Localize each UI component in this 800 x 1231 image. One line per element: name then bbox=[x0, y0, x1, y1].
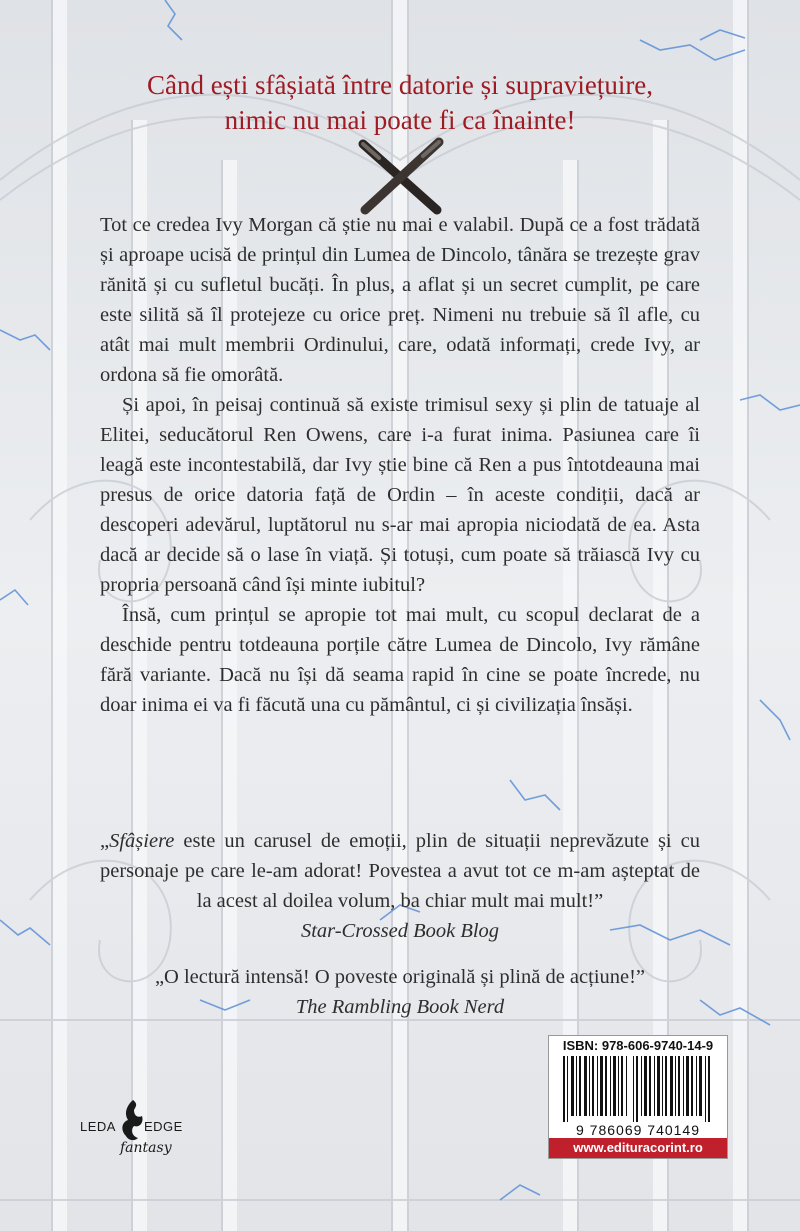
publisher-name-left: LEDA bbox=[80, 1119, 116, 1134]
review-quote-1-text: „Sfâșiere este un carusel de emoții, plin de situații neprevăzute și cu personaje pe care le-am adorat! Povestea a avut tot ce m-am așteptat de la acest al doilea volum, ba chiar mult mai mult!” bbox=[100, 830, 700, 912]
barcode-icon bbox=[555, 1056, 721, 1126]
publisher-name-right: EDGE bbox=[144, 1119, 183, 1134]
book-title: Sfâșiere bbox=[109, 830, 175, 852]
crossed-stakes-icon bbox=[355, 136, 445, 216]
tagline bbox=[60, 68, 740, 138]
review-quote-2-text: „O lectură intensă! O poveste originală și plină de acțiune!” bbox=[154, 966, 646, 988]
book-blurb bbox=[100, 210, 700, 720]
publisher-website: www.edituracorint.ro bbox=[549, 1138, 727, 1158]
barcode-digits: 9 786069 740149 bbox=[576, 1122, 700, 1138]
tagline-line-2: nimic nu mai poate fi ca înainte! bbox=[224, 105, 576, 135]
blurb-paragraph-2: Și apoi, în peisaj continuă să existe trimisul sexy și plin de tatuaje al Elitei, seducătorul Ren Owens, care i-a furat inima. Pasiunea care îi leagă este incontestabilă, dar Ivy știe bine că Ren a pus întotdeauna mai presus de orice datoria față de Ordin – în aceste condiții, dacă ar descoperi adevărul, luptătorul nu s-ar mai apropia niciodată de ea. Asta dacă ar decide să o lase în viață. Și totuși, cum poate să trăiască Ivy cu propria persoană când își minte iubitul? bbox=[100, 394, 700, 596]
publisher-imprint: fantasy bbox=[120, 1140, 172, 1156]
isbn-barcode-box bbox=[548, 1035, 728, 1159]
tagline-line-1: Când ești sfâșiată între datorie și supraviețuire, bbox=[146, 70, 654, 100]
review-quote-2-source: The Rambling Book Nerd bbox=[295, 996, 505, 1018]
blurb-paragraph-3: Însă, cum prințul se apropie tot mai mult, cu scopul declarat de a deschide pentru totdeauna porțile către Lumea de Dincolo, Ivy rămâne fără variante. Dacă nu își dă seama rapid în cine se poate încrede, nu doar inima ei va fi făcută una cu pământul, ci și civilizația însăși. bbox=[100, 604, 700, 716]
isbn-label: ISBN: 978-606-9740-14-9 bbox=[562, 1038, 714, 1053]
review-quote-2 bbox=[100, 962, 700, 1022]
review-quote-1-source: Star-Crossed Book Blog bbox=[300, 920, 500, 942]
review-quote-1 bbox=[100, 826, 700, 946]
blurb-paragraph-1: Tot ce credea Ivy Morgan că știe nu mai e valabil. După ce a fost trădată și aproape ucisă de prințul din Lumea de Dincolo, tânăra se trezește grav rănită și cu sufletul bucăți. În plus, a aflat și un secret cumplit, pe care este silită să îl protejeze cu orice preț. Nimeni nu trebuie să îl afle, cu atât mai mult membrii Ordinului, care, odată informați, crede Ivy, ar ordona să fie omorâtă. bbox=[100, 214, 700, 386]
publisher-logo bbox=[80, 1088, 190, 1178]
